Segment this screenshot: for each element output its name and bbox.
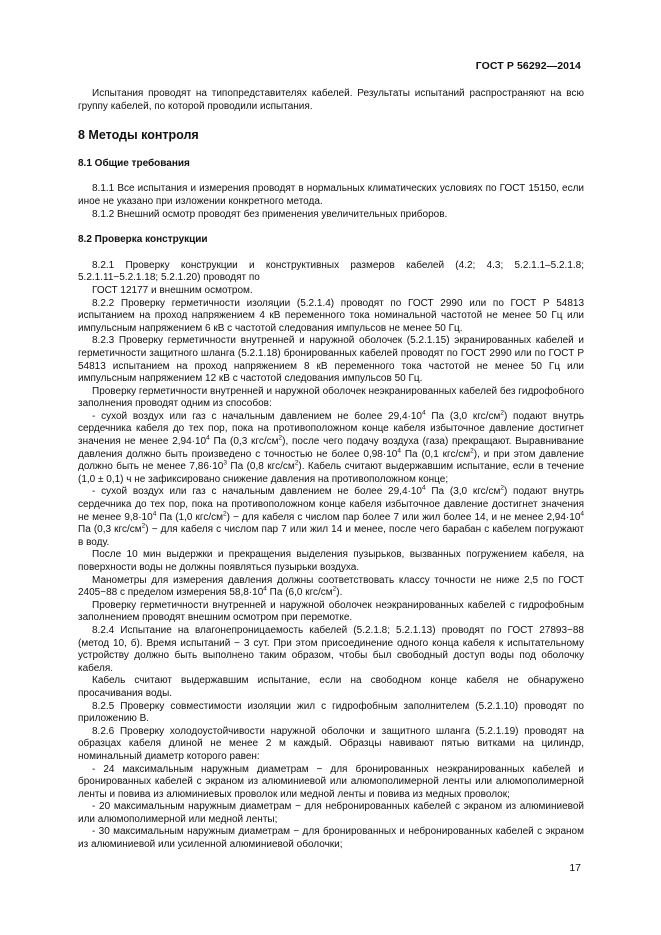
section-8-1-title: 8.1 Общие требования	[78, 157, 190, 169]
paragraph-8-2-1: 8.2.1 Проверку конструкции и конструктивных размеров кабелей (4.2; 4.3; 5.2.1.1–5.2.1.8; 5.2.1.11−5.2.1.18; 5.2.1.20) проводят по	[78, 259, 584, 284]
paragraph-8-2-6: 8.2.6 Проверку холодоустойчивости наружной оболочки и защитного шланга (5.2.1.19) проводят на образцах кабеля длиной не менее 2 м каждый. Образцы навивают пятью витками на цилиндр, номинальный диаметр которого равен:	[78, 725, 584, 762]
paragraph-8-1-2: 8.1.2 Внешний осмотр проводят без применения увеличительных приборов.	[92, 208, 448, 220]
paragraph-8-2-2: 8.2.2 Проверку герметичности изоляции (5.2.1.4) проводят по ГОСТ 2990 или по ГОСТ Р 54813 испытанием на проход напряжением 4 кВ переменного тока номинальной частотой не менее 50 Гц или импульсным напряжением 6 кВ с частотой следования импульсов не менее 50 Гц.	[78, 297, 584, 334]
page-number: 17	[569, 862, 581, 874]
list-item-24-diameters: - 24 максимальным наружным диаметрам − для бронированных неэкранированных кабелей и бронированных кабелей с экраном из алюминиевой или алюмополимерной ленты или алюмополимерной ленты и повива из алюминиевых проволок или медной ленты и повива из медных проволок;	[78, 763, 584, 800]
paragraph-after-10-min: После 10 мин выдержки и прекращения выделения пузырьков, вызванных погружением кабеля, на поверхности воды не должны появляться пузырьки воздуха.	[78, 549, 584, 573]
paragraph-8-2-1-continued: ГОСТ 12177 и внешним осмотром.	[92, 284, 253, 296]
method-1-paragraph: - сухой воздух или газ с начальным давлением не более $29,4\cdot 10^4$ Па (3,0 кгс/$см^2$) подают внутрь сердечника кабеля до тех пор, пока на противоположном конце кабеля избыточное давление достигнет значения не менее $2,94\cdot 10^4$ Па (0,3 кгс/$см^2$), после чего подачу воздуха (газа) прекращают. Выравнивание давления должно быть произведено с точностью не более $0,98\cdot 10^4$ Па (0,1 кгс/$см^2$), и при этом давление должно быть не менее $7,86\cdot 10^3$ Па (0,8 кгс/$см^2$). Кабель считают выдержавшим испытание, если в течение (1,0 ± 0,1) ч не зафиксировано снижение давления на противоположном конце;	[78, 409, 585, 485]
hydrophobic-check-paragraph: Проверку герметичности внутренней и наружной оболочек неэкранированных кабелей с гидрофобным заполнением проводят внешним осмотром при перемотке.	[78, 599, 584, 624]
method-2-paragraph: - сухой воздух или газ с начальным давлением не более $29,4\cdot 10^4$ Па (3,0 кгс/$см^2$) подают внутрь сердечника до тех пор, пока на противоположном конце кабеля избыточное давление достигнет значения не менее $9,8\cdot 10^4$ Па (1,0 кгс/$см^2$) − для кабеля с числом пар более 7 или жил более 14, и не менее $2,94\cdot 10^4$ Па (0,3 кгс/$см^2$) − для кабеля с числом пар 7 или жил 14 и менее, после чего барабан с кабелем погружают в воду.	[78, 485, 584, 548]
paragraph-8-2-5: 8.2.5 Проверку совместимости изоляции жил с гидрофобным заполнителем (5.2.1.10) проводят по приложению В.	[78, 700, 584, 725]
paragraph-8-2-4: 8.2.4 Испытание на влагонепроницаемость кабелей (5.2.1.8; 5.2.1.13) проводят по ГОСТ 27893−88 (метод 10, б). Время испытаний − 3 сут. При этом присоединение одного конца кабеля к испытательному устройству должно быть выполнено таким образом, чтобы был свободный доступ воды под оболочку кабеля.	[78, 624, 584, 674]
section-8-2-title: 8.2 Проверка конструкции	[78, 234, 208, 246]
document-body	[78, 88, 584, 852]
paragraph-8-1-1: 8.1.1 Все испытания и измерения проводят в нормальных климатических условиях по ГОСТ 15150, если иное не указано при изложении конкретного метода.	[78, 183, 584, 207]
list-item-30-diameters: - 30 максимальным наружным диаметрам − для бронированных и небронированных кабелей с экраном из алюминиевой или усиленной алюминиевой оболочки;	[78, 826, 584, 851]
intro-paragraph: Испытания проводят на типопредставителях кабелей. Результаты испытаний распространяют на всю группу кабелей, по которой проводили испытания.	[78, 88, 584, 112]
paragraph-8-2-3-methods-intro: Проверку герметичности внутренней и наружной оболочек неэкранированных кабелей без гидрофобного заполнения проводят одним из способов:	[78, 385, 585, 410]
document-code: ГОСТ Р 56292—2014	[475, 60, 581, 72]
paragraph-8-2-4-result: Кабель считают выдержавшим испытание, если на свободном конце кабеля не обнаружено просачивания воды.	[78, 675, 584, 699]
list-item-20-diameters: - 20 максимальным наружным диаметрам − для небронированных кабелей с экраном из алюминиевой или алюмополимерной или медной ленты;	[78, 801, 584, 825]
paragraph-8-2-3: 8.2.3 Проверку герметичности внутренней и наружной оболочек (5.2.1.15) экранированных кабелей и герметичности защитного шланга (5.2.1.18) бронированных кабелей проводят по ГОСТ 2990 или по ГОСТ Р 54813 испытанием на проход напряжением 8 кВ переменного тока частотой не менее 50 Гц или импульсным напряжением 12 кВ с частотой следования импульсов 50 Гц.	[78, 335, 584, 385]
section-8-title: 8 Методы контроля	[78, 128, 199, 143]
manometer-paragraph: Манометры для измерения давления должны соответствовать классу точности не ниже 2,5 по ГОСТ 2405−88 с пределом измерения $58,8\cdot 10^4$ Па (6,0 кгс/$см^2$).	[78, 574, 584, 599]
